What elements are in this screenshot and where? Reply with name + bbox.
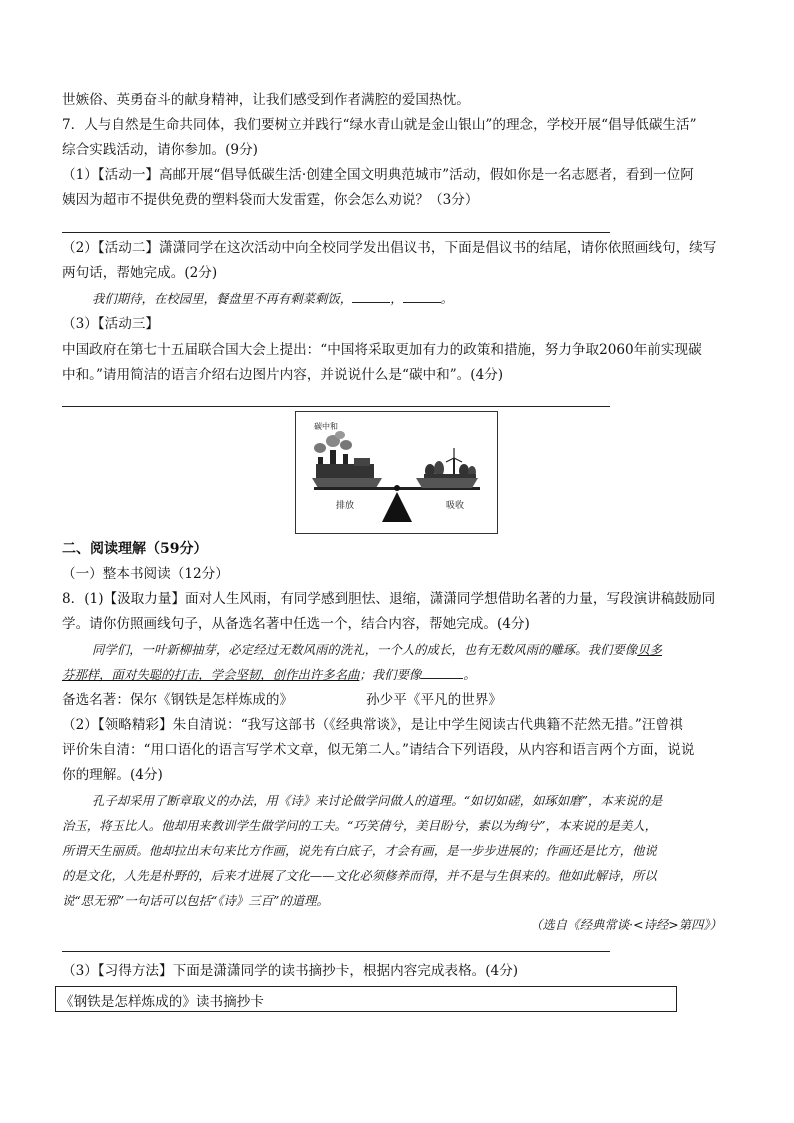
underlined-sentence: 贝多 bbox=[637, 642, 662, 657]
question-8-2: （2）【领略精彩】朱自清说：“我写这部书（《经典常谈》，是让中学生阅读古代典籍不茫然无措。”汪曾祺 bbox=[62, 717, 683, 733]
text-line: 你的理解。(4分) bbox=[62, 767, 163, 783]
excerpt-line: 的是文化，人先是朴野的，后来才进展了文化——文化必须修养而得，并不是与生俱来的。他如此解诗，所以 bbox=[62, 868, 657, 883]
punct: ， bbox=[390, 291, 403, 306]
answer-line[interactable] bbox=[62, 406, 610, 407]
fill-blank[interactable] bbox=[421, 678, 463, 679]
fill-blank[interactable] bbox=[352, 302, 390, 303]
speech-text: ；我们要像 bbox=[359, 667, 422, 682]
balance-scale-illustration bbox=[296, 412, 497, 533]
punct: 。 bbox=[463, 667, 476, 682]
book-option: 备选名著：保尔《钢铁是怎样炼成的》 bbox=[62, 692, 294, 708]
factory-icon bbox=[314, 431, 374, 478]
question-7-3: （3）【活动三】 bbox=[62, 316, 160, 332]
book-option: 孙少平《平凡的世界》 bbox=[366, 692, 503, 708]
proposal-text: 我们期待，在校园里，餐盘里不再有剩菜剩饭， bbox=[92, 291, 353, 306]
excerpt-line: 孔子却采用了断章取义的办法，用《诗》来讨论做学问做人的道理。“如切如磋，如琢如磨”，本来说的是 bbox=[92, 793, 663, 808]
excerpt-source: （选自《经典常谈·<诗经>第四》） bbox=[530, 917, 722, 932]
card-title: 《钢铁是怎样炼成的》读书摘抄卡 bbox=[60, 994, 264, 1010]
text-line: 中国政府在第七十五届联合国大会上提出：“中国将采取更加有力的政策和措施，努力争取2060年前实现碳 bbox=[62, 342, 702, 358]
carbon-neutral-figure bbox=[295, 411, 498, 534]
question-7-stem: 7．人与自然是生命共同体，我们要树立并践行“绿水青山就是金山银山”的理念，学校开展“倡导低碳生活” bbox=[62, 117, 697, 133]
excerpt-line: 治玉，将玉比人。他却用来教训学生做学问的工夫。“巧笑倩兮，美目盼兮，素以为绚兮”，本来说的是美人， bbox=[62, 818, 658, 833]
emission-label: 排放 bbox=[336, 500, 355, 510]
text-line: 姨因为超市不提供免费的塑料袋而大发雷霆，你会怎么劝说？（3分） bbox=[62, 192, 479, 208]
answer-line[interactable] bbox=[62, 951, 610, 952]
question-7-2: （2）【活动二】潇潇同学在这次活动中向全校同学发出倡议书，下面是倡议书的结尾，请你依照画线句，续写 bbox=[62, 240, 717, 256]
speech-sample-line bbox=[92, 641, 662, 659]
subsection-heading: （一）整本书阅读（12分） bbox=[62, 566, 229, 582]
text-line: 综合实践活动，请你参加。(9分) bbox=[62, 142, 258, 158]
question-7-1: （1）【活动一】高邮开展“倡导低碳生活·创建全国文明典范城市”活动，假如你是一名志愿者，看到一位阿 bbox=[62, 167, 694, 183]
excerpt-line: 说“思无邪”一句话可以包括“《诗》三百”的道理。 bbox=[62, 893, 329, 908]
underlined-sentence: 芬那样，面对失聪的打击，学会坚韧，创作出许多名曲 bbox=[62, 667, 360, 682]
reading-notes-card bbox=[55, 986, 677, 1012]
proposal-ending-line bbox=[92, 290, 453, 308]
excerpt-line: 所谓天生丽质。他却拉出末句来比方作画，说先有白底子，才会有画，是一步步进展的；作画还是比方，他说 bbox=[62, 843, 657, 858]
book-options-line bbox=[62, 691, 502, 709]
absorption-label: 吸收 bbox=[446, 500, 465, 510]
trees-wind-turbine-icon bbox=[424, 448, 476, 478]
text-line: 评价朱自清：“用口语化的语言写学术文章，似无第二人。”请结合下列语段，从内容和语言两个方面，说说 bbox=[62, 742, 695, 758]
fill-blank[interactable] bbox=[403, 302, 441, 303]
text-line: 学。请你仿照画线句子，从备选名著中任选一个，结合内容，帮她完成。(4分) bbox=[62, 616, 530, 632]
question-8-1: 8．(1)【汲取力量】面对人生风雨，有同学感到胆怯、退缩，潇潇同学想借助名著的力量，写段演讲稿鼓励同 bbox=[62, 591, 716, 607]
figure-title: 碳中和 bbox=[314, 422, 338, 431]
punct: 。 bbox=[440, 291, 453, 306]
section-heading: 二、阅读理解（59分） bbox=[62, 541, 208, 557]
speech-sample-line bbox=[62, 666, 476, 684]
question-8-3: （3）【习得方法】下面是潇潇同学的读书摘抄卡，根据内容完成表格。(4分) bbox=[62, 963, 519, 979]
text-line: 世嫉俗、英勇奋斗的献身精神，让我们感受到作者满腔的爱国热忱。 bbox=[62, 92, 470, 108]
text-line: 两句话，帮她完成。(2分) bbox=[62, 265, 218, 281]
answer-line[interactable] bbox=[62, 232, 610, 233]
text-line: 中和。”请用简洁的语言介绍右边图片内容，并说说什么是“碳中和”。(4分) bbox=[62, 367, 504, 383]
speech-text: 同学们，一叶新柳抽芽，必定经过无数风雨的洗礼，一个人的成长，也有无数风雨的雕琢。我们要像 bbox=[92, 642, 638, 657]
